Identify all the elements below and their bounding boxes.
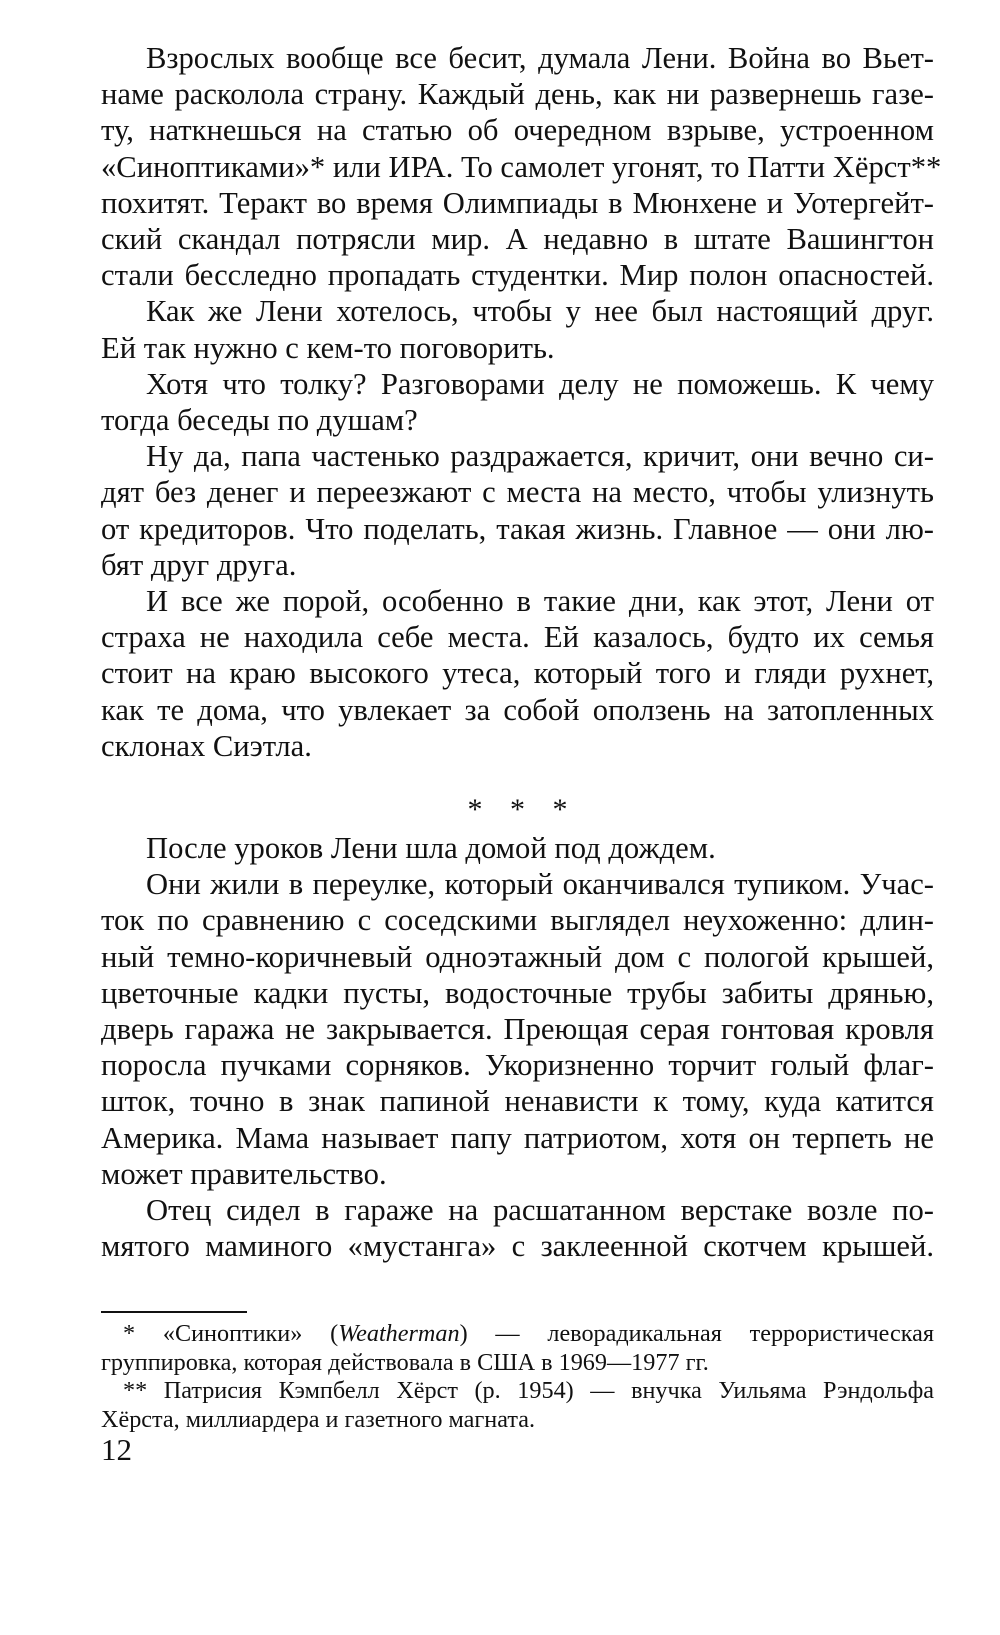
footnote-text: ) — леворадикальная террористическая	[459, 1320, 934, 1347]
text-line: страха не находила себе места. Ей казалось, будто их семья	[101, 620, 934, 655]
page-body	[101, 40, 942, 1265]
text-line: тогда беседы по душам?	[101, 403, 418, 438]
text-line: Они жили в переулке, который оканчивался тупиком. Учас-	[146, 867, 934, 902]
paragraph	[101, 40, 942, 293]
paragraph	[101, 1192, 934, 1264]
text-line: Отец сидел в гараже на расшатанном верстаке возле по-	[146, 1193, 934, 1228]
text-line: стали бесследно пропадать студентки. Мир полон опасностей.	[101, 258, 934, 293]
text-line: Хотя что толку? Разговорами делу не поможешь. К чему	[146, 366, 934, 401]
text-line: После уроков Лени шла домой под дождем.	[146, 831, 716, 866]
text-line: дят без денег и переезжают с места на место, чтобы улизнуть	[101, 475, 934, 510]
paragraph	[101, 830, 934, 866]
footnote-line: ** Патрисия Кэмпбелл Хёрст (р. 1954) — внучка Уильяма Рэндольфа	[123, 1377, 934, 1404]
text-line: ту, наткнешься на статью об очередном взрыве, устроенном	[101, 113, 934, 148]
text-line: ный темно-коричневый одноэтажный дом с пологой крышей,	[101, 939, 934, 974]
paragraph	[101, 293, 934, 365]
paragraph	[101, 366, 934, 438]
text-line: Ей так нужно с кем-то поговорить.	[101, 330, 555, 365]
text-line: наме расколола страну. Каждый день, как ни развернешь газе-	[101, 77, 934, 112]
text-line: бят друг друга.	[101, 547, 297, 582]
text-line: от кредиторов. Что поделать, такая жизнь. Главное — они лю-	[101, 511, 934, 546]
footnote-line: Хёрста, миллиардера и газетного магната.	[101, 1405, 535, 1433]
text-line: цветочные кадки пусты, водосточные трубы забиты дрянью,	[101, 975, 934, 1010]
paragraph	[101, 866, 934, 1192]
footnote-line: группировка, которая действовала в США в 1969—1977 гг.	[101, 1348, 709, 1376]
text-line: дверь гаража не закрывается. Преющая серая гонтовая кровля	[101, 1012, 934, 1047]
section-break: * * *	[467, 793, 578, 827]
text-line: Взрослых вообще все бесит, думала Лени. Война во Вьет-	[146, 41, 934, 75]
footnote-line	[101, 1320, 934, 1349]
footnote-italic-term: Weatherman	[338, 1320, 460, 1347]
text-line: Ну да, папа частенько раздражается, кричит, они вечно си-	[146, 439, 934, 474]
text-line: Как же Лени хотелось, чтобы у нее был настоящий друг.	[146, 294, 934, 329]
footnote-divider	[101, 1311, 247, 1313]
text-line: поросла пучками сорняков. Укоризненно торчит голый флаг-	[101, 1048, 934, 1083]
footnote-2	[101, 1377, 934, 1434]
text-line: ский скандал потрясли мир. А недавно в штате Вашингтон	[101, 222, 934, 257]
text-line: как те дома, что увлекает за собой оползень на затопленных	[101, 692, 934, 727]
page-number: 12	[101, 1432, 132, 1467]
text-line: шток, точно в знак папиной ненависти к тому, куда катится	[101, 1084, 934, 1119]
footnote-text: * «Синоптики» (	[123, 1320, 339, 1347]
text-line: Америка. Мама называет папу патриотом, хотя он терпеть не	[101, 1120, 934, 1155]
paragraph	[101, 438, 934, 583]
main-text	[101, 40, 942, 1265]
text-line: мятого маминого «мустанга» с заклеенной скотчем крышей.	[101, 1229, 934, 1264]
text-line: стоит на краю высокого утеса, который того и гляди рухнет,	[101, 656, 934, 691]
text-line: склонах Сиэтла.	[101, 728, 312, 763]
text-line: похитят. Теракт во время Олимпиады в Мюнхене и Уотергейт-	[101, 185, 934, 220]
paragraph	[101, 583, 934, 764]
text-line: «Синоптиками»* или ИРА. То самолет угонят, то Патти Хёрст**	[101, 149, 942, 184]
footnotes	[101, 1320, 934, 1434]
text-line: И все же порой, особенно в такие дни, как этот, Лени от	[146, 584, 934, 619]
text-line: ток по сравнению с соседскими выглядел неухоженно: длин-	[101, 903, 934, 938]
text-line: может правительство.	[101, 1156, 387, 1191]
footnote-1	[101, 1320, 934, 1377]
